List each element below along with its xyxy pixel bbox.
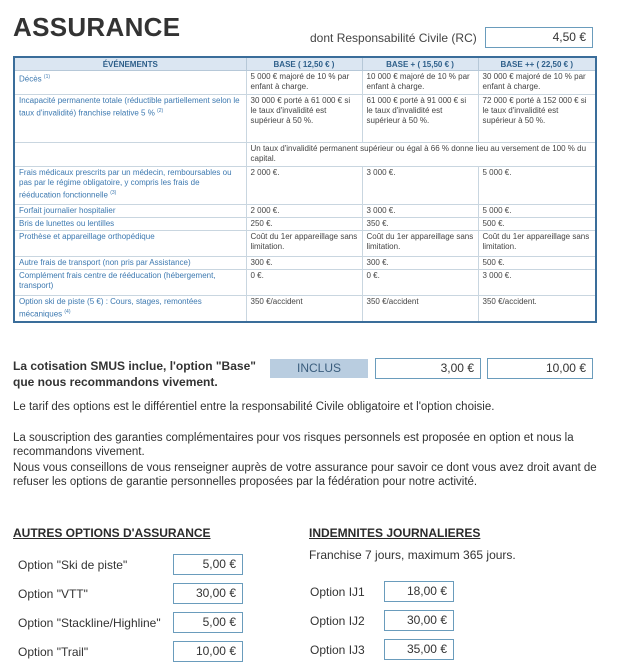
base-plus-cell: 0 €. [362, 270, 478, 296]
table-row [14, 231, 596, 257]
base-plus-price-field[interactable]: 3,00 € [375, 358, 481, 379]
event-cell [14, 143, 246, 167]
base-cell: 5 000 € majoré de 10 % par enfant à charge. [246, 71, 362, 95]
inclus-badge: INCLUS [270, 359, 368, 378]
option-ij2-label: Option IJ2 [310, 614, 365, 628]
base-plus-cell: 10 000 € majoré de 10 % par enfant à charge. [362, 71, 478, 95]
base-plus-cell: 350 €. [362, 218, 478, 231]
base-plus-plus-cell: 500 €. [478, 218, 596, 231]
cotisation-text: La cotisation SMUS inclue, l'option "Base" que nous recommandons vivement. [13, 359, 256, 389]
conseil-paragraph: Nous vous conseillons de vous renseigner auprès de votre assurance pour savoir ce dont vous avez droit avant de refuser les options de garantie personnelles proposées par la fédération pour notre activité. [13, 462, 597, 488]
option-ij3-label: Option IJ3 [310, 643, 365, 657]
table-row [14, 167, 596, 205]
event-cell: Autre frais de transport (non pris par Assistance) [14, 257, 246, 270]
option-vtt-field[interactable]: 30,00 € [173, 583, 243, 604]
base-cell: 30 000 € porté à 61 000 € si le taux d'invalidité est supérieur à 50 %. [246, 95, 362, 143]
base-plus-cell: 61 000 € porté à 91 000 € si le taux d'invalidité est supérieur à 50 %. [362, 95, 478, 143]
base-plus-cell: 3 000 €. [362, 167, 478, 205]
base-plus-cell: 300 €. [362, 257, 478, 270]
option-ij1-field[interactable]: 18,00 € [384, 581, 454, 602]
base-cell: 2 000 €. [246, 205, 362, 218]
option-stackline-label: Option "Stackline/Highline" [18, 616, 161, 630]
base-plus-plus-price-field[interactable]: 10,00 € [487, 358, 593, 379]
table-row [14, 218, 596, 231]
table-row [14, 205, 596, 218]
base-plus-plus-cell: 5 000 €. [478, 167, 596, 205]
rc-label: dont Responsabilité Civile (RC) [310, 31, 477, 45]
base-plus-plus-cell: 500 €. [478, 257, 596, 270]
base-cell: 350 €/accident [246, 296, 362, 322]
option-stackline-field[interactable]: 5,00 € [173, 612, 243, 633]
base-cell: 300 €. [246, 257, 362, 270]
option-vtt-label: Option "VTT" [18, 587, 88, 601]
indemnites-title: INDEMNITES JOURNALIERES [309, 526, 481, 540]
souscription-paragraph: La souscription des garanties complémentaires pour vos risques personnels est proposée en option et nous la recommandons vivement. [13, 432, 574, 458]
franchise-text: Franchise 7 jours, maximum 365 jours. [309, 548, 516, 562]
base-cell: Coût du 1er appareillage sans limitation. [246, 231, 362, 257]
base-plus-plus-cell: 3 000 €. [478, 270, 596, 296]
base-plus-plus-cell: 350 €/accident. [478, 296, 596, 322]
header-base: BASE ( 12,50 € ) [246, 57, 362, 71]
base-plus-plus-cell: 30 000 € majoré de 10 % par enfant à charge. [478, 71, 596, 95]
option-ij2-field[interactable]: 30,00 € [384, 610, 454, 631]
event-cell: Incapacité permanente totale (réductible partiellement selon le taux d'invalidité) franchise relative 5 % $^{(2)}$ [14, 95, 246, 143]
autres-options-title: AUTRES OPTIONS D'ASSURANCE [13, 526, 211, 540]
table-row [14, 270, 596, 296]
base-cell: 0 €. [246, 270, 362, 296]
base-plus-cell: 3 000 €. [362, 205, 478, 218]
header-base-plus-plus: BASE ++ ( 22,50 € ) [478, 57, 596, 71]
table-row [14, 143, 596, 167]
option-ij1-label: Option IJ1 [310, 585, 365, 599]
base-plus-plus-cell: Coût du 1er appareillage sans limitation. [478, 231, 596, 257]
header-base-plus: BASE + ( 15,50 € ) [362, 57, 478, 71]
invalidity-note-cell: Un taux d'invalidité permanent supérieur ou égal à 66 % donne lieu au versement de 100 % du capital. [246, 143, 596, 167]
base-plus-cell: Coût du 1er appareillage sans limitation. [362, 231, 478, 257]
option-trail-label: Option "Trail" [18, 645, 89, 659]
page-title: ASSURANCE [13, 12, 181, 42]
event-cell: Frais médicaux prescrits par un médecin, remboursables ou pas par le régime obligatoire, y compris les frais de rééducation fonctionnelle $^{(3)}$ [14, 167, 246, 205]
event-cell: Forfait journalier hospitalier [14, 205, 246, 218]
table-row [14, 71, 596, 95]
base-plus-plus-cell: 5 000 €. [478, 205, 596, 218]
option-trail-field[interactable]: 10,00 € [173, 641, 243, 662]
option-ij3-field[interactable]: 35,00 € [384, 639, 454, 660]
base-cell: 2 000 €. [246, 167, 362, 205]
event-cell: Prothèse et appareillage orthopédique [14, 231, 246, 257]
event-cell: Bris de lunettes ou lentilles [14, 218, 246, 231]
base-plus-cell: 350 €/accident [362, 296, 478, 322]
tarif-paragraph: Le tarif des options est le différentiel entre la responsabilité Civile obligatoire et l'option choisie. [13, 401, 495, 413]
table-header-row [14, 57, 596, 71]
event-cell: Décès $^{(1)}$ [14, 71, 246, 95]
table-row [14, 296, 596, 322]
guarantees-table [13, 56, 597, 323]
option-ski-field[interactable]: 5,00 € [173, 554, 243, 575]
rc-value-field[interactable]: 4,50 € [485, 27, 593, 48]
base-cell: 250 €. [246, 218, 362, 231]
option-ski-label: Option "Ski de piste" [18, 558, 128, 572]
event-cell: Option ski de piste (5 €) : Cours, stages, remontées mécaniques $^{(4)}$ [14, 296, 246, 322]
base-plus-plus-cell: 72 000 € porté à 152 000 € si le taux d'invalidité est supérieur à 50 %. [478, 95, 596, 143]
event-cell: Complément frais centre de rééducation (hébergement, transport) [14, 270, 246, 296]
table-row [14, 257, 596, 270]
table-row [14, 95, 596, 143]
header-events: ÉVÉNEMENTS [14, 57, 246, 71]
